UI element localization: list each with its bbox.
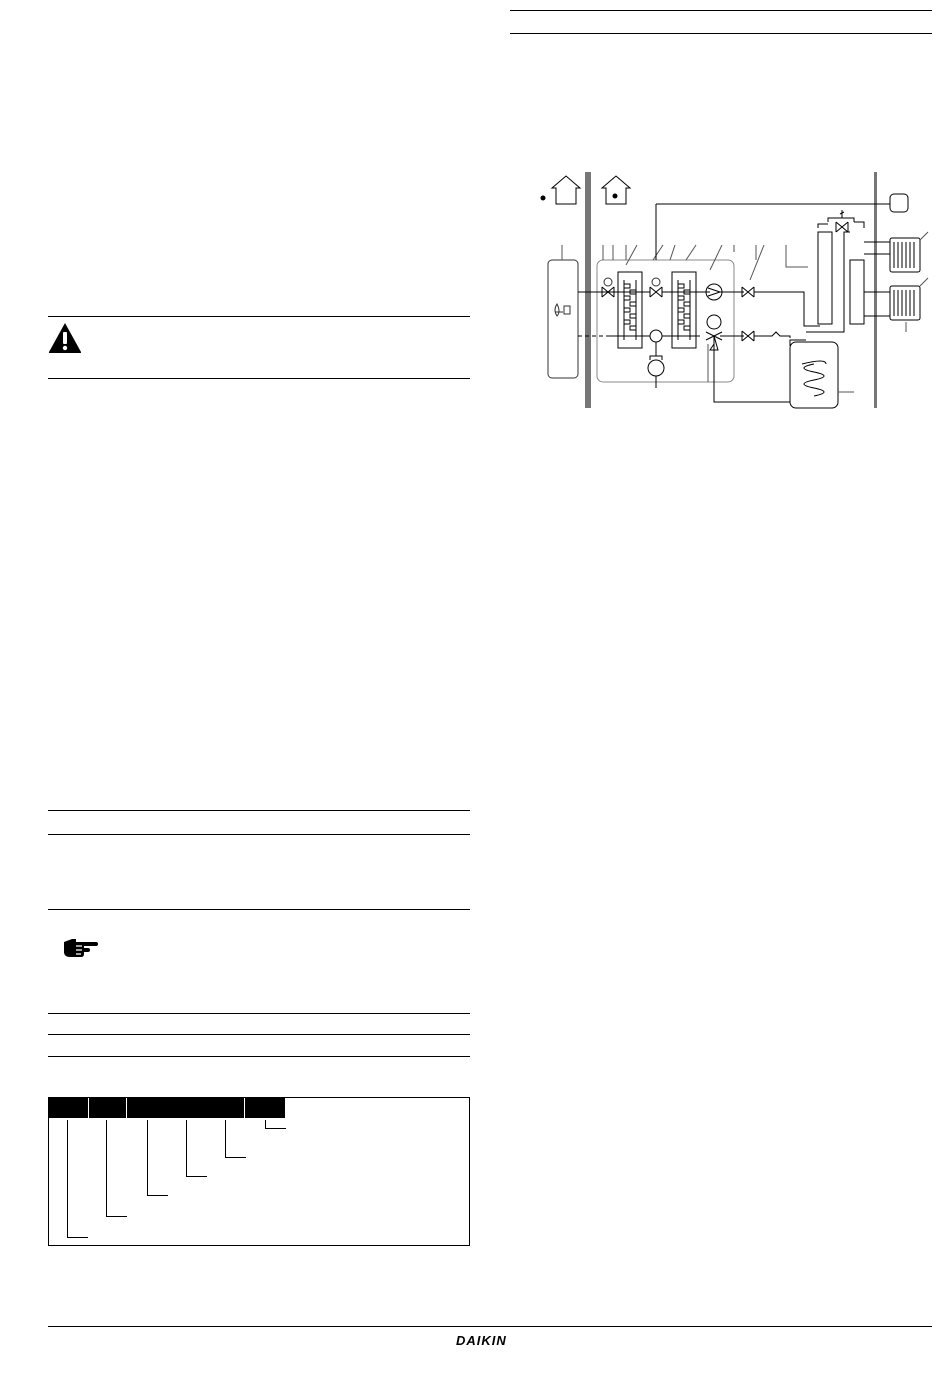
footer-rule (48, 1326, 932, 1327)
code-segment-1 (49, 1098, 89, 1118)
code-leader-3 (147, 1120, 168, 1196)
pointing-hand-icon (62, 936, 100, 958)
fan-icon (555, 304, 570, 316)
header-rule-top (510, 10, 932, 11)
warning-rule-top (48, 316, 470, 317)
code-leader-2 (106, 1120, 127, 1217)
section-rule-4 (48, 1056, 470, 1057)
code-segment-3 (127, 1098, 245, 1118)
header-rule-bottom (510, 33, 932, 34)
system-diagram (510, 160, 930, 425)
svg-text:DAIKIN: DAIKIN (456, 1333, 507, 1348)
section-rule-2 (48, 834, 470, 835)
section-rule-3 (48, 1034, 470, 1035)
hot-water-tank (790, 342, 838, 408)
warning-triangle-icon (48, 322, 82, 354)
code-leader-6 (265, 1120, 286, 1129)
note-rule-bottom (48, 1013, 470, 1014)
radiator-icon (890, 238, 920, 272)
code-segment-2 (89, 1098, 127, 1118)
section-rule-1 (48, 810, 470, 811)
warning-rule-bottom (48, 378, 470, 379)
outdoor-house-icon (541, 176, 581, 204)
code-leader-4 (186, 1120, 207, 1177)
daikin-logo (456, 1330, 526, 1350)
note-rule-top (48, 909, 470, 910)
outdoor-unit (548, 260, 578, 378)
remote-controller (890, 194, 908, 212)
model-code-box (48, 1097, 470, 1246)
radiator-icon (890, 286, 920, 320)
indoor-house-icon (602, 176, 630, 204)
code-leader-5 (225, 1120, 246, 1158)
code-leader-1 (67, 1120, 88, 1238)
building-wall (874, 172, 877, 408)
code-segment-4 (245, 1098, 285, 1118)
outdoor-wall (585, 172, 591, 408)
